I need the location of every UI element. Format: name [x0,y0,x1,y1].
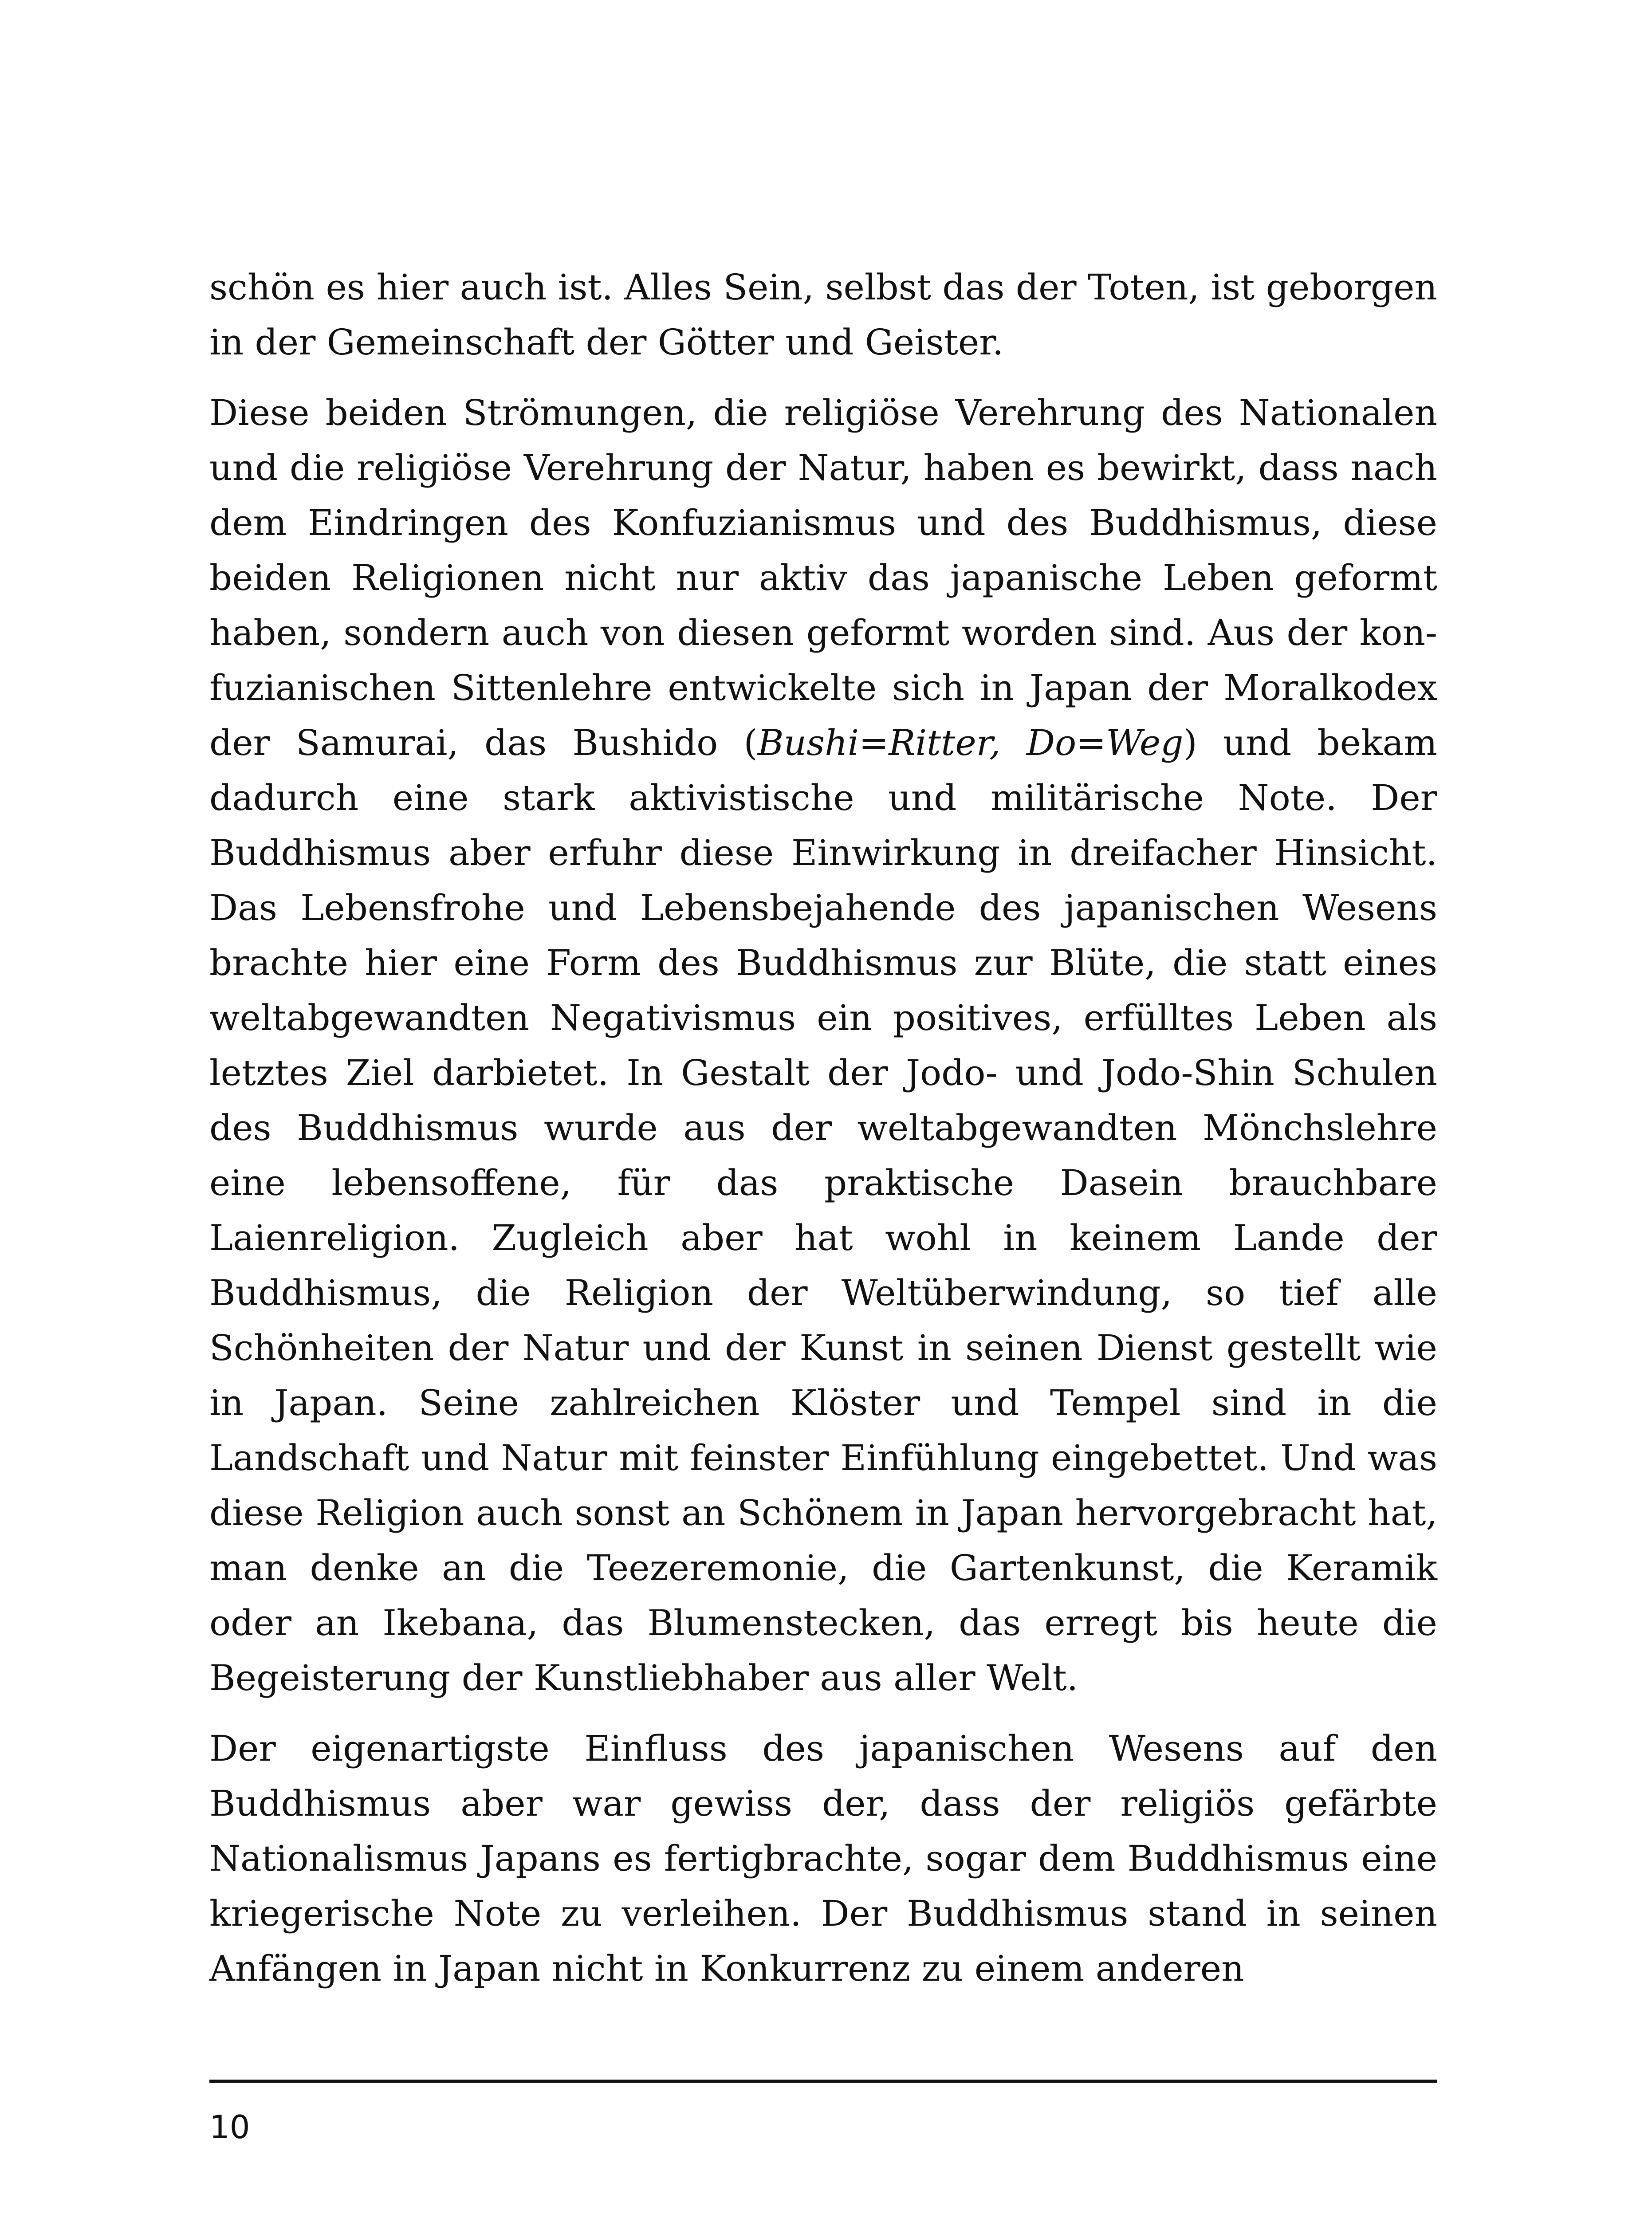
paragraph-2-text-a: Diese beiden Strömungen, die religiöse Verehrung des Nationalen und die religiöse Verehrung der Natur, haben es bewirkt, dass nach dem Eindringen des Konfuzianismus und des Buddhismus, diese beiden Religionen nicht nur aktiv das japanische Leben geformt haben, sondern auch von diesen geformt worden sind. Aus der konfuzianischen Sittenlehre entwickelte sich in Japan der Moralkodex der Samurai, das Bushido ( [209,392,1437,763]
page-number: 10 [209,2108,250,2146]
body-text [209,260,1437,1996]
paragraph-2-text-b: ) und bekam dadurch eine stark aktivistische und militärische Note. Der Buddhismus aber erfuhr diese Einwirkung in dreifacher Hinsicht. Das Lebensfrohe und Lebensbejahende des japanischen Wesens brachte hier eine Form des Buddhismus zur Blüte, die statt eines weltabgewandten Negativismus ein positives, erfülltes Leben als letztes Ziel darbietet. In Gestalt der Jodo- und Jodo-Shin Schulen des Buddhismus wurde aus der weltabgewandten Mönchslehre eine lebensoffene, für das praktische Dasein brauchbare Laienreligion. Zugleich aber hat wohl in keinem Lande der Buddhismus, die Religion der Weltüberwindung, so tief alle Schönheiten der Natur und der Kunst in seinen Dienst gestellt wie in Japan. Seine zahlreichen Klöster und Tempel sind in die Landschaft und Natur mit feinster Einfühlung eingebettet. Und was diese Religion auch sonst an Schönem in Japan hervorgebracht hat, man denke an die Teezeremonie, die Gartenkunst, die Keramik oder an Ikebana, das Blumenstecken, das erregt bis heute die Begeisterung der Kunstliebhaber aus aller Welt. [209,722,1438,1699]
footer-rule [209,2080,1437,2083]
paragraph-3 [209,1721,1437,1996]
paragraph-1-text: schön es hier auch ist. Alles Sein, selbst das der Toten, ist geborgen in der Gemeinschaft der Götter und Geister. [209,267,1437,363]
paragraph-3-text: Der eigenartigste Einfluss des japanischen Wesens auf den Buddhismus aber war gewiss der, dass der religiös gefärbte Nationalismus Japans es fertigbrachte, sogar dem Buddhismus eine kriegerische Note zu verleihen. Der Buddhismus stand in seinen Anfängen in Japan nicht in Konkurrenz zu einem anderen [209,1728,1437,1989]
paragraph-2 [209,385,1437,1706]
paragraph-1 [209,260,1437,370]
paragraph-2-italic-gloss: Bushi=Ritter, Do=Weg [757,722,1184,763]
